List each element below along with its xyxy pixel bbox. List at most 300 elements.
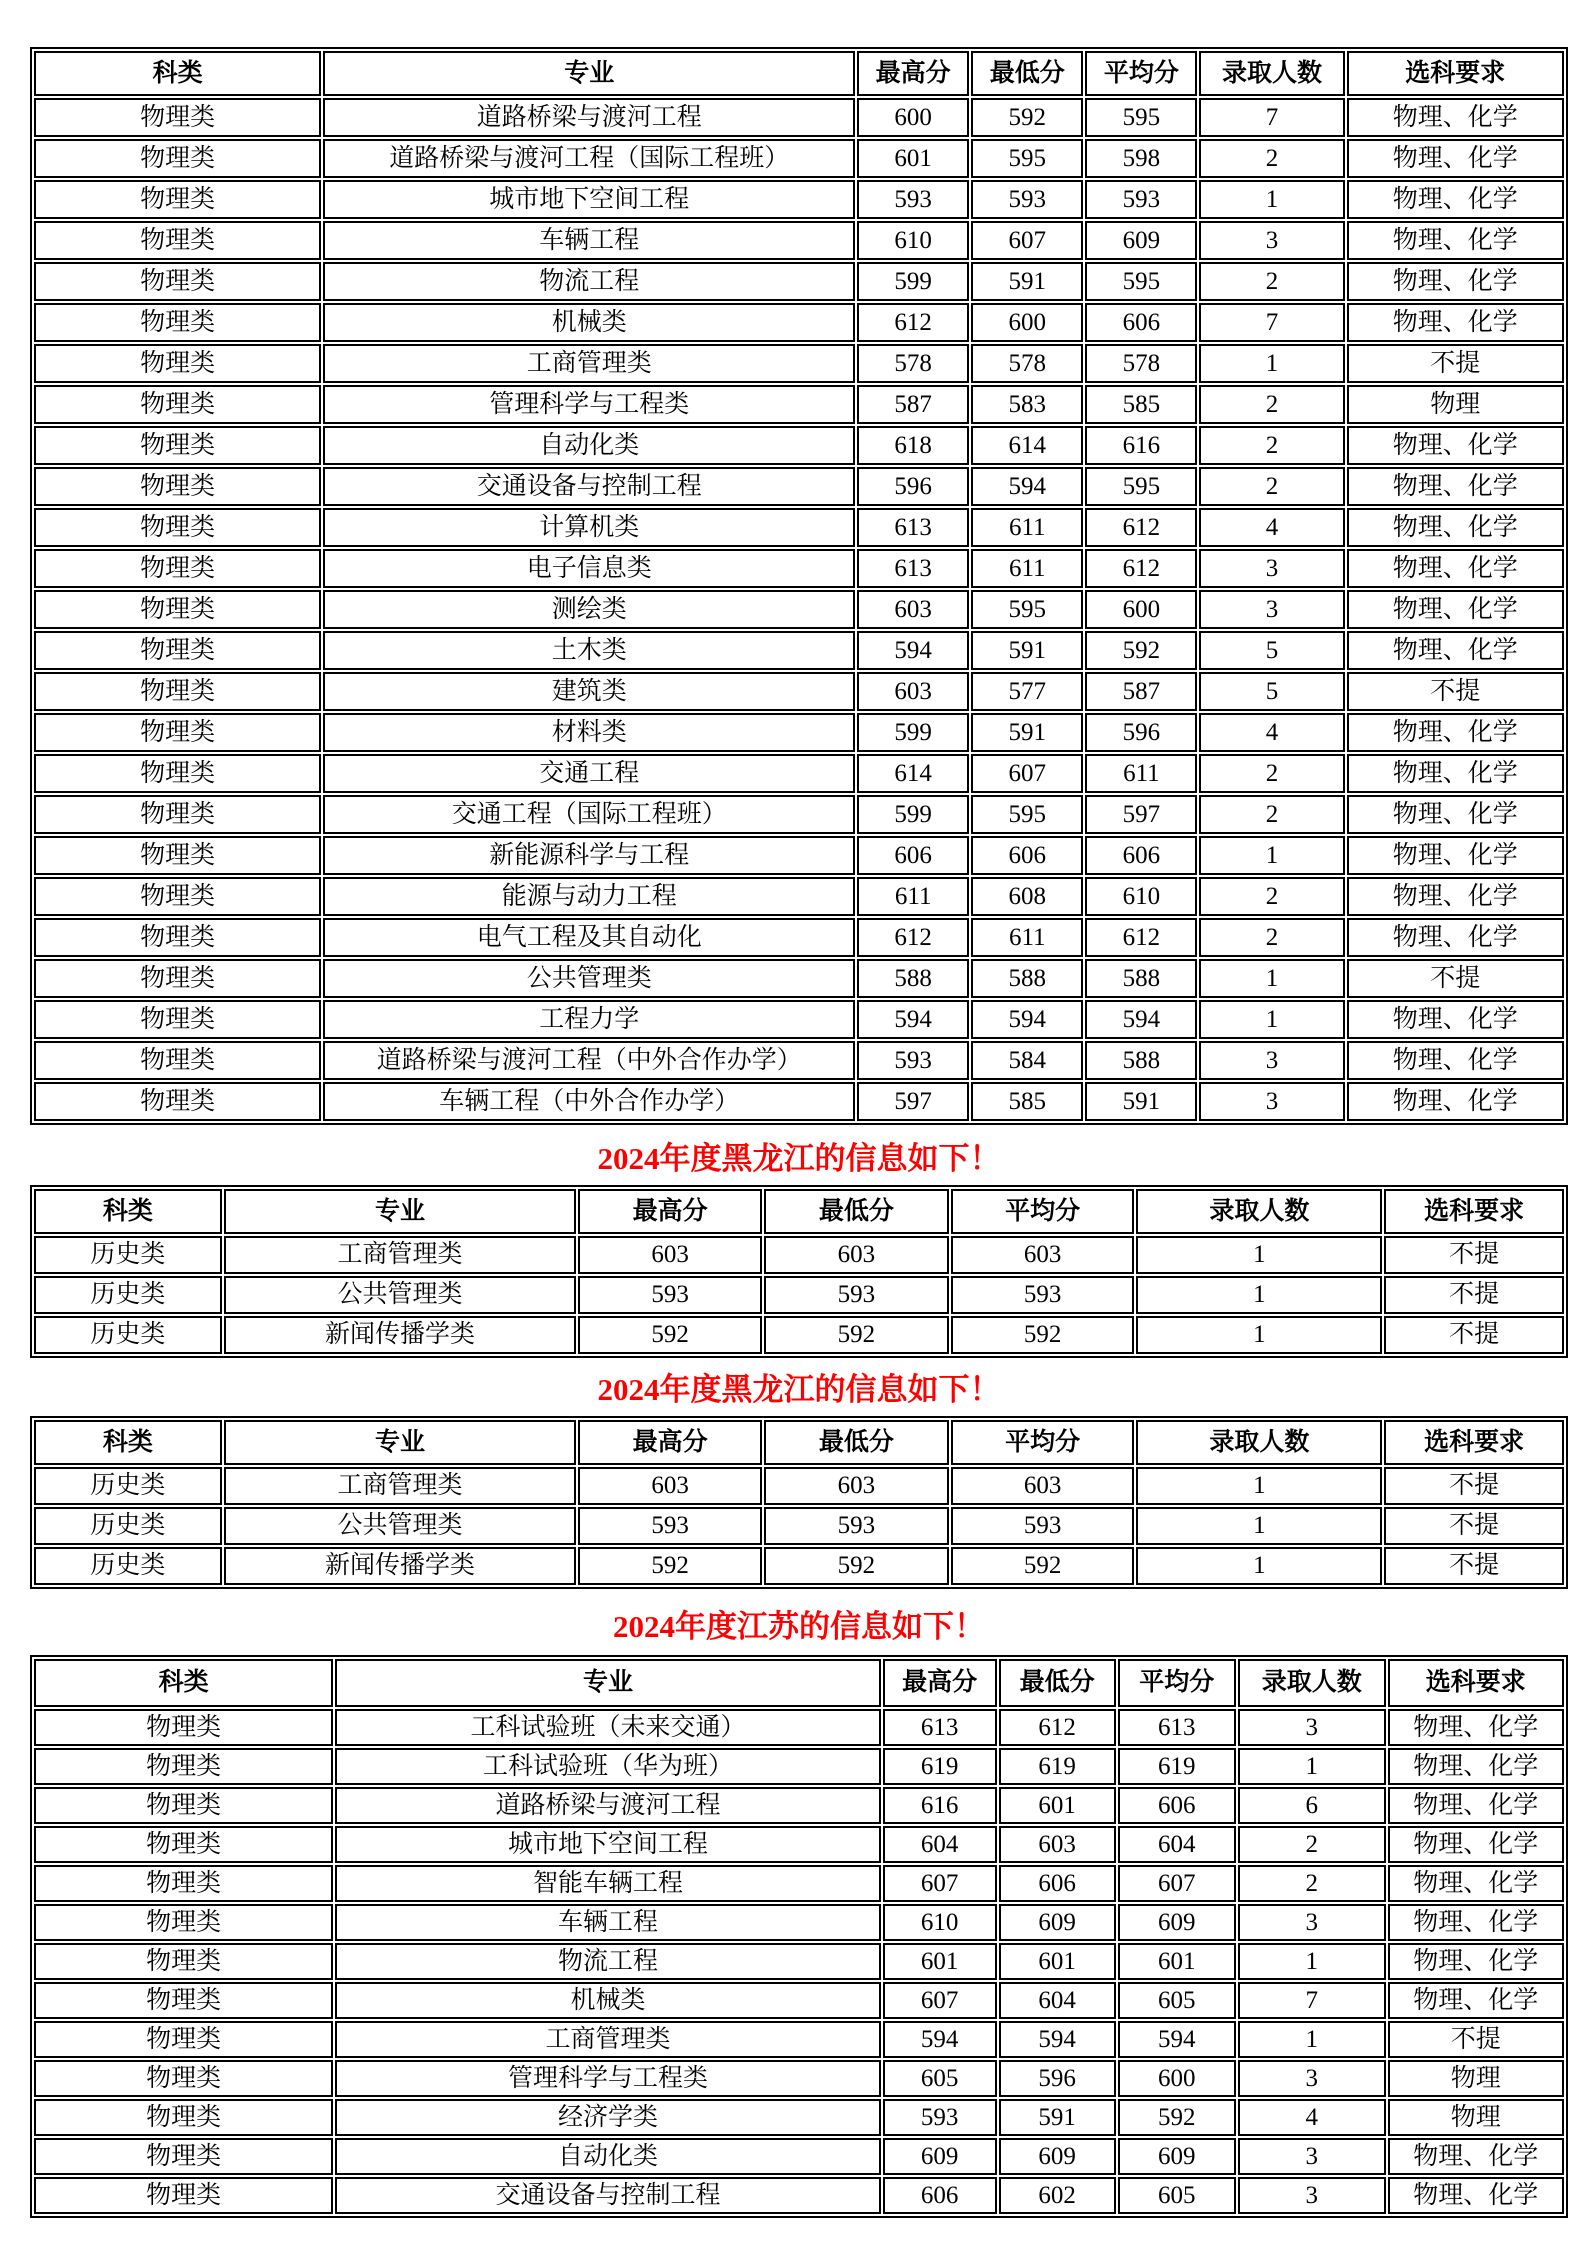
cell-avg-score: 607 xyxy=(1118,1865,1236,1902)
cell-max-score: 616 xyxy=(883,1787,997,1824)
cell-max-score: 599 xyxy=(857,262,969,301)
cell-subject-requirement: 物理、化学 xyxy=(1388,1904,1564,1941)
cell-min-score: 593 xyxy=(764,1276,949,1314)
cell-subject-requirement: 不提 xyxy=(1384,1276,1564,1314)
table-row xyxy=(34,1982,1564,2019)
cell-avg-score: 609 xyxy=(1118,2138,1236,2175)
cell-avg-score: 593 xyxy=(1085,180,1197,219)
cell-admit-count: 3 xyxy=(1199,1082,1344,1121)
cell-min-score: 600 xyxy=(971,303,1083,342)
cell-max-score: 613 xyxy=(857,508,969,547)
table-header-row xyxy=(34,1420,1564,1465)
table-header xyxy=(34,1189,1564,1234)
cell-subject-category: 物理类 xyxy=(34,426,321,465)
cell-max-score: 593 xyxy=(857,180,969,219)
cell-subject-category: 历史类 xyxy=(34,1236,222,1274)
table-row xyxy=(34,139,1564,178)
cell-avg-score: 593 xyxy=(951,1276,1135,1314)
cell-subject-category: 物理类 xyxy=(34,918,321,957)
cell-major: 机械类 xyxy=(323,303,855,342)
cell-subject-requirement: 物理、化学 xyxy=(1347,1000,1564,1039)
cell-avg-score: 606 xyxy=(1118,1787,1236,1824)
cell-subject-requirement: 物理、化学 xyxy=(1347,139,1564,178)
cell-avg-score: 597 xyxy=(1085,795,1197,834)
cell-avg-score: 587 xyxy=(1085,672,1197,711)
cell-min-score: 577 xyxy=(971,672,1083,711)
cell-avg-score: 592 xyxy=(1085,631,1197,670)
cell-subject-requirement: 物理、化学 xyxy=(1347,508,1564,547)
column-header-subject-requirement: 选科要求 xyxy=(1388,1659,1564,1707)
column-header-max-score: 最高分 xyxy=(857,51,969,96)
cell-max-score: 605 xyxy=(883,2060,997,2097)
table-row xyxy=(34,1507,1564,1545)
cell-max-score: 612 xyxy=(857,303,969,342)
cell-subject-category: 物理类 xyxy=(34,2099,333,2136)
column-header-min-score: 最低分 xyxy=(971,51,1083,96)
cell-admit-count: 3 xyxy=(1238,2138,1386,2175)
table-header xyxy=(34,1420,1564,1465)
cell-min-score: 594 xyxy=(971,467,1083,506)
table-row xyxy=(34,2060,1564,2097)
scores-table-1 xyxy=(30,47,1568,1125)
table-row xyxy=(34,1709,1564,1746)
table-row xyxy=(34,1000,1564,1039)
section-heading-heilongjiang-2: 2024年度黑龙江的信息如下！ xyxy=(597,1372,1001,1407)
cell-max-score: 597 xyxy=(857,1082,969,1121)
cell-admit-count: 1 xyxy=(1136,1467,1382,1505)
cell-avg-score: 603 xyxy=(951,1236,1135,1274)
table-row xyxy=(34,754,1564,793)
cell-admit-count: 1 xyxy=(1238,1943,1386,1980)
cell-admit-count: 7 xyxy=(1238,1982,1386,2019)
column-header-max-score: 最高分 xyxy=(883,1659,997,1707)
cell-major: 公共管理类 xyxy=(224,1276,577,1314)
cell-avg-score: 612 xyxy=(1085,508,1197,547)
cell-min-score: 591 xyxy=(971,262,1083,301)
cell-subject-requirement: 物理 xyxy=(1388,2099,1564,2136)
cell-major: 工科试验班（华为班） xyxy=(335,1748,880,1785)
cell-admit-count: 2 xyxy=(1199,139,1344,178)
cell-min-score: 592 xyxy=(764,1547,949,1585)
cell-max-score: 603 xyxy=(578,1467,762,1505)
cell-avg-score: 591 xyxy=(1085,1082,1197,1121)
cell-max-score: 592 xyxy=(578,1547,762,1585)
cell-avg-score: 609 xyxy=(1085,221,1197,260)
table-row xyxy=(34,672,1564,711)
cell-subject-requirement: 物理、化学 xyxy=(1347,180,1564,219)
cell-avg-score: 588 xyxy=(1085,959,1197,998)
table-header-row xyxy=(34,51,1564,96)
cell-avg-score: 588 xyxy=(1085,1041,1197,1080)
cell-admit-count: 4 xyxy=(1238,2099,1386,2136)
cell-subject-requirement: 不提 xyxy=(1384,1467,1564,1505)
column-header-admit-count: 录取人数 xyxy=(1199,51,1344,96)
cell-avg-score: 605 xyxy=(1118,1982,1236,2019)
cell-subject-requirement: 物理 xyxy=(1388,2060,1564,2097)
cell-admit-count: 3 xyxy=(1199,221,1344,260)
cell-min-score: 603 xyxy=(764,1236,949,1274)
cell-min-score: 602 xyxy=(999,2177,1116,2214)
cell-admit-count: 3 xyxy=(1199,1041,1344,1080)
table-row xyxy=(34,1082,1564,1121)
column-header-major: 专业 xyxy=(224,1189,577,1234)
cell-max-score: 614 xyxy=(857,754,969,793)
table-row xyxy=(34,1041,1564,1080)
cell-major: 道路桥梁与渡河工程 xyxy=(323,98,855,137)
cell-major: 交通设备与控制工程 xyxy=(323,467,855,506)
cell-avg-score: 605 xyxy=(1118,2177,1236,2214)
cell-major: 车辆工程 xyxy=(323,221,855,260)
table-row xyxy=(34,959,1564,998)
table-row xyxy=(34,1236,1564,1274)
cell-max-score: 596 xyxy=(857,467,969,506)
table-row xyxy=(34,1787,1564,1824)
cell-subject-category: 物理类 xyxy=(34,1709,333,1746)
cell-subject-category: 物理类 xyxy=(34,385,321,424)
table-row xyxy=(34,1904,1564,1941)
table-row xyxy=(34,1316,1564,1354)
cell-avg-score: 603 xyxy=(951,1467,1135,1505)
cell-max-score: 587 xyxy=(857,385,969,424)
cell-subject-category: 物理类 xyxy=(34,1943,333,1980)
cell-subject-category: 物理类 xyxy=(34,467,321,506)
cell-major: 土木类 xyxy=(323,631,855,670)
column-header-major: 专业 xyxy=(224,1420,577,1465)
cell-min-score: 608 xyxy=(971,877,1083,916)
cell-major: 经济学类 xyxy=(335,2099,880,2136)
column-header-admit-count: 录取人数 xyxy=(1136,1189,1382,1234)
cell-max-score: 599 xyxy=(857,713,969,752)
cell-admit-count: 3 xyxy=(1199,549,1344,588)
column-header-subject-category: 科类 xyxy=(34,1420,222,1465)
table-row xyxy=(34,1276,1564,1314)
cell-min-score: 606 xyxy=(999,1865,1116,1902)
cell-major: 机械类 xyxy=(335,1982,880,2019)
cell-min-score: 595 xyxy=(971,139,1083,178)
table-row xyxy=(34,549,1564,588)
cell-min-score: 607 xyxy=(971,221,1083,260)
cell-min-score: 606 xyxy=(971,836,1083,875)
table-header-row xyxy=(34,1189,1564,1234)
table-row xyxy=(34,918,1564,957)
table-row xyxy=(34,590,1564,629)
cell-avg-score: 616 xyxy=(1085,426,1197,465)
cell-max-score: 607 xyxy=(883,1982,997,2019)
cell-min-score: 593 xyxy=(971,180,1083,219)
cell-subject-requirement: 物理 xyxy=(1347,385,1564,424)
table-row xyxy=(34,385,1564,424)
cell-max-score: 588 xyxy=(857,959,969,998)
cell-subject-category: 物理类 xyxy=(34,1748,333,1785)
cell-admit-count: 2 xyxy=(1199,918,1344,957)
cell-subject-requirement: 物理、化学 xyxy=(1347,303,1564,342)
cell-min-score: 607 xyxy=(971,754,1083,793)
cell-subject-category: 物理类 xyxy=(34,2177,333,2214)
cell-admit-count: 3 xyxy=(1238,2060,1386,2097)
cell-subject-requirement: 物理、化学 xyxy=(1388,2138,1564,2175)
cell-admit-count: 1 xyxy=(1199,180,1344,219)
cell-subject-requirement: 物理、化学 xyxy=(1347,631,1564,670)
table-row xyxy=(34,221,1564,260)
cell-max-score: 604 xyxy=(883,1826,997,1863)
cell-major: 道路桥梁与渡河工程 xyxy=(335,1787,880,1824)
cell-min-score: 595 xyxy=(971,795,1083,834)
cell-avg-score: 585 xyxy=(1085,385,1197,424)
cell-admit-count: 1 xyxy=(1136,1507,1382,1545)
cell-subject-category: 物理类 xyxy=(34,221,321,260)
cell-admit-count: 3 xyxy=(1238,1709,1386,1746)
cell-min-score: 614 xyxy=(971,426,1083,465)
cell-major: 工商管理类 xyxy=(323,344,855,383)
cell-subject-category: 物理类 xyxy=(34,959,321,998)
cell-subject-category: 物理类 xyxy=(34,303,321,342)
cell-subject-category: 物理类 xyxy=(34,1982,333,2019)
cell-min-score: 591 xyxy=(971,631,1083,670)
cell-major: 管理科学与工程类 xyxy=(335,2060,880,2097)
cell-subject-requirement: 不提 xyxy=(1347,672,1564,711)
scores-table-2 xyxy=(30,1185,1568,1358)
cell-subject-requirement: 不提 xyxy=(1347,959,1564,998)
table-row xyxy=(34,98,1564,137)
cell-major: 新能源科学与工程 xyxy=(323,836,855,875)
cell-admit-count: 2 xyxy=(1199,795,1344,834)
cell-subject-category: 物理类 xyxy=(34,836,321,875)
cell-admit-count: 1 xyxy=(1199,959,1344,998)
cell-major: 材料类 xyxy=(323,713,855,752)
table-row xyxy=(34,467,1564,506)
cell-subject-category: 物理类 xyxy=(34,1041,321,1080)
cell-avg-score: 598 xyxy=(1085,139,1197,178)
cell-subject-requirement: 不提 xyxy=(1384,1547,1564,1585)
table-row xyxy=(34,631,1564,670)
table-row xyxy=(34,2099,1564,2136)
cell-subject-category: 物理类 xyxy=(34,754,321,793)
cell-avg-score: 592 xyxy=(951,1316,1135,1354)
cell-max-score: 609 xyxy=(883,2138,997,2175)
cell-admit-count: 5 xyxy=(1199,672,1344,711)
cell-subject-requirement: 物理、化学 xyxy=(1347,549,1564,588)
cell-max-score: 610 xyxy=(857,221,969,260)
cell-admit-count: 2 xyxy=(1199,385,1344,424)
table-row xyxy=(34,1467,1564,1505)
cell-admit-count: 6 xyxy=(1238,1787,1386,1824)
cell-admit-count: 2 xyxy=(1238,1826,1386,1863)
cell-subject-category: 物理类 xyxy=(34,262,321,301)
cell-max-score: 610 xyxy=(883,1904,997,1941)
cell-avg-score: 595 xyxy=(1085,98,1197,137)
cell-avg-score: 609 xyxy=(1118,1904,1236,1941)
cell-avg-score: 606 xyxy=(1085,836,1197,875)
cell-min-score: 588 xyxy=(971,959,1083,998)
cell-avg-score: 594 xyxy=(1118,2021,1236,2058)
cell-subject-requirement: 物理、化学 xyxy=(1347,836,1564,875)
table-row xyxy=(34,2177,1564,2214)
cell-min-score: 592 xyxy=(764,1316,949,1354)
cell-subject-category: 物理类 xyxy=(34,344,321,383)
table-row xyxy=(34,2021,1564,2058)
cell-min-score: 593 xyxy=(764,1507,949,1545)
cell-max-score: 606 xyxy=(857,836,969,875)
cell-admit-count: 1 xyxy=(1136,1547,1382,1585)
column-header-subject-category: 科类 xyxy=(34,1189,222,1234)
cell-admit-count: 2 xyxy=(1199,877,1344,916)
table-row xyxy=(34,508,1564,547)
cell-subject-category: 历史类 xyxy=(34,1276,222,1314)
cell-admit-count: 2 xyxy=(1199,426,1344,465)
cell-major: 自动化类 xyxy=(323,426,855,465)
section-heading-heilongjiang-1: 2024年度黑龙江的信息如下！ xyxy=(597,1141,1001,1176)
cell-major: 测绘类 xyxy=(323,590,855,629)
cell-avg-score: 619 xyxy=(1118,1748,1236,1785)
cell-major: 智能车辆工程 xyxy=(335,1865,880,1902)
column-header-subject-category: 科类 xyxy=(34,51,321,96)
cell-major: 计算机类 xyxy=(323,508,855,547)
cell-min-score: 601 xyxy=(999,1787,1116,1824)
cell-major: 物流工程 xyxy=(323,262,855,301)
section-heading-jiangsu: 2024年度江苏的信息如下！ xyxy=(613,1609,985,1644)
cell-admit-count: 3 xyxy=(1199,590,1344,629)
cell-avg-score: 613 xyxy=(1118,1709,1236,1746)
cell-avg-score: 578 xyxy=(1085,344,1197,383)
column-header-max-score: 最高分 xyxy=(578,1420,762,1465)
table-header-row xyxy=(34,1659,1564,1707)
cell-max-score: 593 xyxy=(883,2099,997,2136)
cell-subject-category: 物理类 xyxy=(34,631,321,670)
cell-avg-score: 595 xyxy=(1085,467,1197,506)
cell-subject-requirement: 物理、化学 xyxy=(1347,713,1564,752)
cell-major: 车辆工程 xyxy=(335,1904,880,1941)
cell-max-score: 600 xyxy=(857,98,969,137)
cell-avg-score: 612 xyxy=(1085,549,1197,588)
cell-subject-requirement: 物理、化学 xyxy=(1347,262,1564,301)
cell-subject-category: 物理类 xyxy=(34,98,321,137)
cell-subject-requirement: 不提 xyxy=(1384,1507,1564,1545)
cell-major: 能源与动力工程 xyxy=(323,877,855,916)
cell-min-score: 611 xyxy=(971,508,1083,547)
column-header-major: 专业 xyxy=(323,51,855,96)
cell-subject-requirement: 物理、化学 xyxy=(1388,1943,1564,1980)
cell-major: 管理科学与工程类 xyxy=(323,385,855,424)
table-header xyxy=(34,51,1564,96)
cell-admit-count: 1 xyxy=(1199,836,1344,875)
cell-subject-requirement: 物理、化学 xyxy=(1347,590,1564,629)
column-header-avg-score: 平均分 xyxy=(951,1420,1135,1465)
cell-avg-score: 594 xyxy=(1085,1000,1197,1039)
cell-admit-count: 1 xyxy=(1199,1000,1344,1039)
cell-min-score: 591 xyxy=(971,713,1083,752)
table-row xyxy=(34,836,1564,875)
cell-max-score: 619 xyxy=(883,1748,997,1785)
cell-subject-category: 物理类 xyxy=(34,590,321,629)
cell-max-score: 594 xyxy=(857,631,969,670)
cell-major: 工商管理类 xyxy=(224,1236,577,1274)
cell-avg-score: 601 xyxy=(1118,1943,1236,1980)
table-row xyxy=(34,1748,1564,1785)
cell-major: 交通设备与控制工程 xyxy=(335,2177,880,2214)
column-header-max-score: 最高分 xyxy=(578,1189,762,1234)
cell-subject-requirement: 物理、化学 xyxy=(1347,1082,1564,1121)
column-header-min-score: 最低分 xyxy=(764,1420,949,1465)
cell-max-score: 599 xyxy=(857,795,969,834)
cell-major: 道路桥梁与渡河工程（中外合作办学） xyxy=(323,1041,855,1080)
cell-subject-requirement: 物理、化学 xyxy=(1347,98,1564,137)
cell-avg-score: 612 xyxy=(1085,918,1197,957)
cell-subject-category: 物理类 xyxy=(34,1865,333,1902)
cell-subject-category: 物理类 xyxy=(34,2138,333,2175)
cell-max-score: 618 xyxy=(857,426,969,465)
cell-admit-count: 2 xyxy=(1199,262,1344,301)
cell-max-score: 603 xyxy=(857,672,969,711)
cell-subject-requirement: 物理、化学 xyxy=(1388,1787,1564,1824)
table-row xyxy=(34,1547,1564,1585)
cell-subject-requirement: 物理、化学 xyxy=(1347,467,1564,506)
cell-min-score: 603 xyxy=(999,1826,1116,1863)
cell-subject-category: 物理类 xyxy=(34,672,321,711)
cell-subject-category: 物理类 xyxy=(34,549,321,588)
cell-admit-count: 7 xyxy=(1199,303,1344,342)
cell-subject-category: 物理类 xyxy=(34,795,321,834)
cell-subject-requirement: 物理、化学 xyxy=(1347,221,1564,260)
cell-max-score: 593 xyxy=(578,1276,762,1314)
cell-subject-requirement: 物理、化学 xyxy=(1388,1748,1564,1785)
cell-subject-requirement: 物理、化学 xyxy=(1347,795,1564,834)
cell-subject-requirement: 物理、化学 xyxy=(1347,918,1564,957)
cell-subject-requirement: 不提 xyxy=(1384,1236,1564,1274)
cell-major: 自动化类 xyxy=(335,2138,880,2175)
cell-admit-count: 4 xyxy=(1199,713,1344,752)
cell-avg-score: 592 xyxy=(951,1547,1135,1585)
column-header-subject-requirement: 选科要求 xyxy=(1384,1420,1564,1465)
cell-min-score: 594 xyxy=(971,1000,1083,1039)
cell-admit-count: 5 xyxy=(1199,631,1344,670)
cell-major: 城市地下空间工程 xyxy=(323,180,855,219)
cell-subject-category: 物理类 xyxy=(34,1787,333,1824)
cell-subject-category: 历史类 xyxy=(34,1316,222,1354)
column-header-subject-category: 科类 xyxy=(34,1659,333,1707)
cell-subject-category: 物理类 xyxy=(34,1000,321,1039)
cell-major: 新闻传播学类 xyxy=(224,1547,577,1585)
cell-major: 交通工程 xyxy=(323,754,855,793)
cell-major: 工商管理类 xyxy=(224,1467,577,1505)
cell-subject-requirement: 不提 xyxy=(1384,1316,1564,1354)
cell-min-score: 604 xyxy=(999,1982,1116,2019)
cell-avg-score: 593 xyxy=(951,1507,1135,1545)
cell-min-score: 601 xyxy=(999,1943,1116,1980)
table-body xyxy=(34,1236,1564,1354)
cell-major: 工科试验班（未来交通） xyxy=(335,1709,880,1746)
cell-min-score: 585 xyxy=(971,1082,1083,1121)
cell-subject-requirement: 物理、化学 xyxy=(1388,1709,1564,1746)
scores-table-4 xyxy=(30,1655,1568,2218)
cell-subject-requirement: 物理、化学 xyxy=(1388,1826,1564,1863)
column-header-admit-count: 录取人数 xyxy=(1136,1420,1382,1465)
cell-subject-requirement: 物理、化学 xyxy=(1388,1865,1564,1902)
cell-major: 电气工程及其自动化 xyxy=(323,918,855,957)
cell-major: 城市地下空间工程 xyxy=(335,1826,880,1863)
cell-admit-count: 7 xyxy=(1199,98,1344,137)
cell-subject-category: 物理类 xyxy=(34,508,321,547)
cell-subject-requirement: 物理、化学 xyxy=(1347,877,1564,916)
cell-min-score: 603 xyxy=(764,1467,949,1505)
cell-max-score: 603 xyxy=(857,590,969,629)
table-row xyxy=(34,1943,1564,1980)
cell-major: 工商管理类 xyxy=(335,2021,880,2058)
cell-avg-score: 611 xyxy=(1085,754,1197,793)
cell-min-score: 619 xyxy=(999,1748,1116,1785)
cell-admit-count: 3 xyxy=(1238,1904,1386,1941)
cell-min-score: 592 xyxy=(971,98,1083,137)
cell-subject-requirement: 物理、化学 xyxy=(1347,426,1564,465)
